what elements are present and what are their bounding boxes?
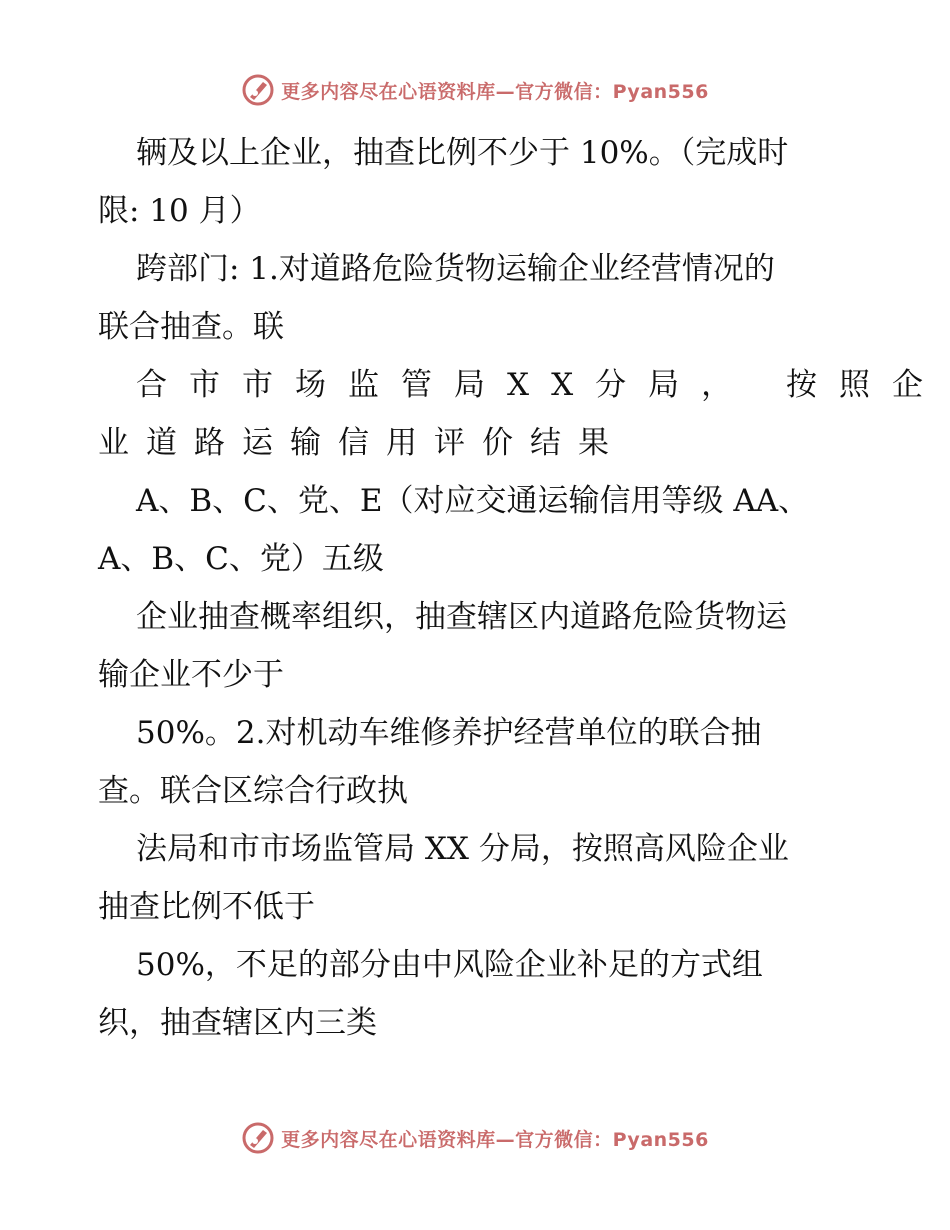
text-line: A、B、C、党）五级 bbox=[98, 541, 384, 577]
text-line: 50%，不足的部分由中风险企业补足的方式组 bbox=[136, 947, 763, 983]
text-line: 企业抽查概率组织，抽查辖区内道路危险货物运 bbox=[136, 599, 787, 635]
text-line: 50%。2.对机动车维修养护经营单位的联合抽 bbox=[136, 715, 762, 751]
text-line: A、B、C、党、E（对应交通运输信用等级 AA、 bbox=[136, 483, 810, 519]
watermark-footer bbox=[0, 1118, 950, 1158]
text-line: 跨部门: 1.对道路危险货物运输企业经营情况的 bbox=[136, 251, 775, 287]
text-line: 限: 10 月） bbox=[98, 193, 261, 229]
watermark-text: 更多内容尽在心语资料库—官方微信：Pyan556 bbox=[281, 80, 709, 103]
text-line: 联合抽查。联 bbox=[98, 309, 284, 345]
pen-seal-logo-icon bbox=[241, 1121, 275, 1155]
watermark-header bbox=[0, 70, 950, 110]
pen-seal-logo-icon bbox=[241, 73, 275, 107]
text-line: 合市市场监管局XX分局， 按照企 bbox=[136, 367, 945, 403]
text-line: 查。联合区综合行政执 bbox=[98, 773, 408, 809]
text-line: 抽查比例不低于 bbox=[98, 889, 315, 925]
text-line: 法局和市市场监管局 XX 分局，按照高风险企业 bbox=[136, 831, 789, 867]
text-line: 辆及以上企业，抽查比例不少于 10%。（完成时 bbox=[136, 135, 789, 171]
text-line: 织，抽查辖区内三类 bbox=[98, 1005, 377, 1041]
document-body bbox=[98, 124, 945, 1052]
watermark-text: 更多内容尽在心语资料库—官方微信：Pyan556 bbox=[281, 1128, 709, 1151]
text-line: 业道路运输信用评价结果 bbox=[98, 425, 626, 461]
text-line: 输企业不少于 bbox=[98, 657, 284, 693]
